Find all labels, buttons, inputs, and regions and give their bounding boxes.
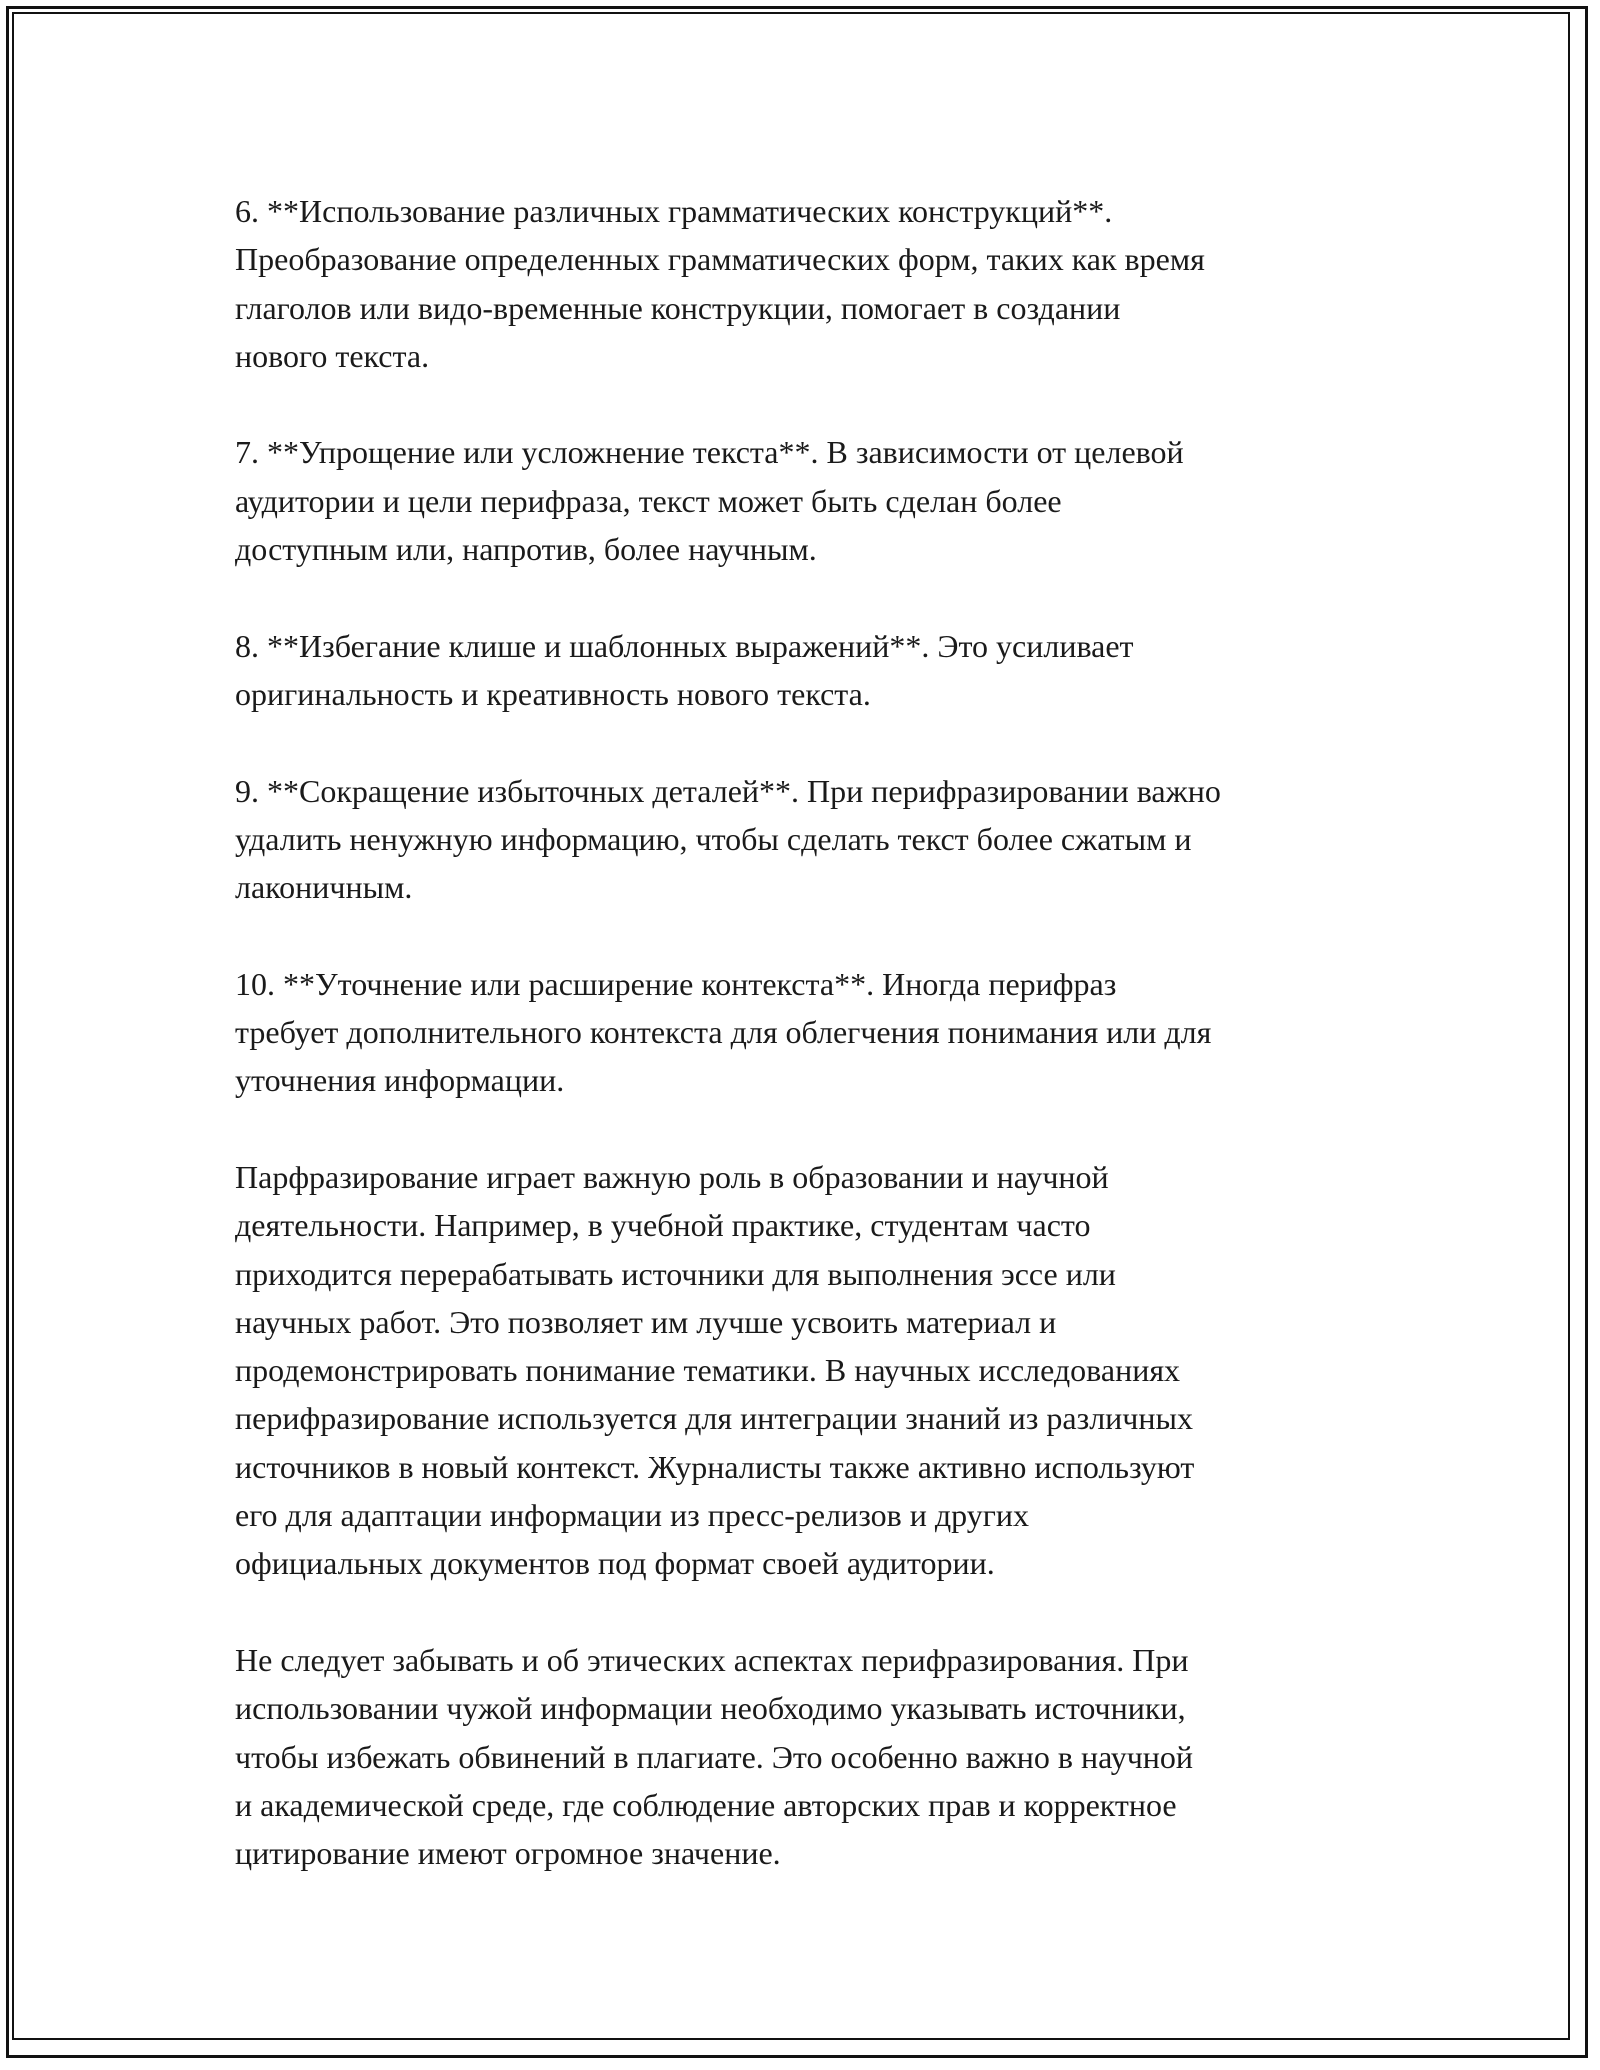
text-line: уточнения информации. [235, 1062, 565, 1099]
paragraph [235, 428, 1395, 573]
paragraph [235, 960, 1395, 1105]
text-line: нового текста. [235, 337, 430, 374]
text-line: приходится перерабатывать источники для выполнения эссе или [235, 1255, 1116, 1292]
paragraph [235, 1153, 1395, 1588]
paragraph [235, 187, 1395, 380]
text-line: Парфразирование играет важную роль в образовании и научной [235, 1158, 1109, 1195]
paragraph [235, 1636, 1395, 1877]
text-line: его для адаптации информации из пресс-релизов и других [235, 1497, 1029, 1534]
text-line: официальных документов под формат своей аудитории. [235, 1545, 995, 1582]
text-line: доступным или, напротив, более научным. [235, 531, 817, 568]
text-line: лаконичным. [235, 869, 413, 906]
text-line: перифразирование используется для интеграции знаний из различных [235, 1400, 1194, 1437]
text-line: 9. **Сокращение избыточных деталей**. При перифразировании важно [235, 772, 1221, 809]
text-line: 10. **Уточнение или расширение контекста**. Иногда перифраз [235, 965, 1117, 1002]
text-line: использовании чужой информации необходимо указывать источники, [235, 1690, 1186, 1727]
text-line: деятельности. Например, в учебной практике, студентам часто [235, 1207, 1091, 1244]
text-line: глаголов или видо-временные конструкции, помогает в создании [235, 289, 1121, 326]
text-line: 7. **Упрощение или усложнение текста**. В зависимости от целевой [235, 434, 1184, 471]
text-line: 8. **Избегание клише и шаблонных выражений**. Это усиливает [235, 627, 1134, 664]
text-line: Не следует забывать и об этических аспектах перифразирования. При [235, 1641, 1189, 1678]
text-line: удалить ненужную информацию, чтобы сделать текст более сжатым и [235, 820, 1192, 857]
paragraph [235, 622, 1395, 719]
document-body [235, 187, 1395, 1926]
paragraph [235, 767, 1395, 912]
text-line: продемонстрировать понимание тематики. В научных исследованиях [235, 1352, 1181, 1389]
text-line: Преобразование определенных грамматических форм, таких как время [235, 241, 1205, 278]
text-line: и академической среде, где соблюдение авторских прав и корректное [235, 1786, 1177, 1823]
text-line: источников в новый контекст. Журналисты также активно используют [235, 1448, 1195, 1485]
text-line: цитирование имеют огромное значение. [235, 1835, 781, 1872]
text-line: аудитории и цели перифраза, текст может быть сделан более [235, 482, 1062, 519]
text-line: требует дополнительного контекста для облегчения понимания или для [235, 1014, 1212, 1051]
text-line: чтобы избежать обвинений в плагиате. Это особенно важно в научной [235, 1738, 1194, 1775]
text-line: 6. **Использование различных грамматических конструкций**. [235, 193, 1113, 229]
text-line: оригинальность и креативность нового текста. [235, 675, 871, 712]
text-line: научных работ. Это позволяет им лучше усвоить материал и [235, 1303, 1057, 1340]
